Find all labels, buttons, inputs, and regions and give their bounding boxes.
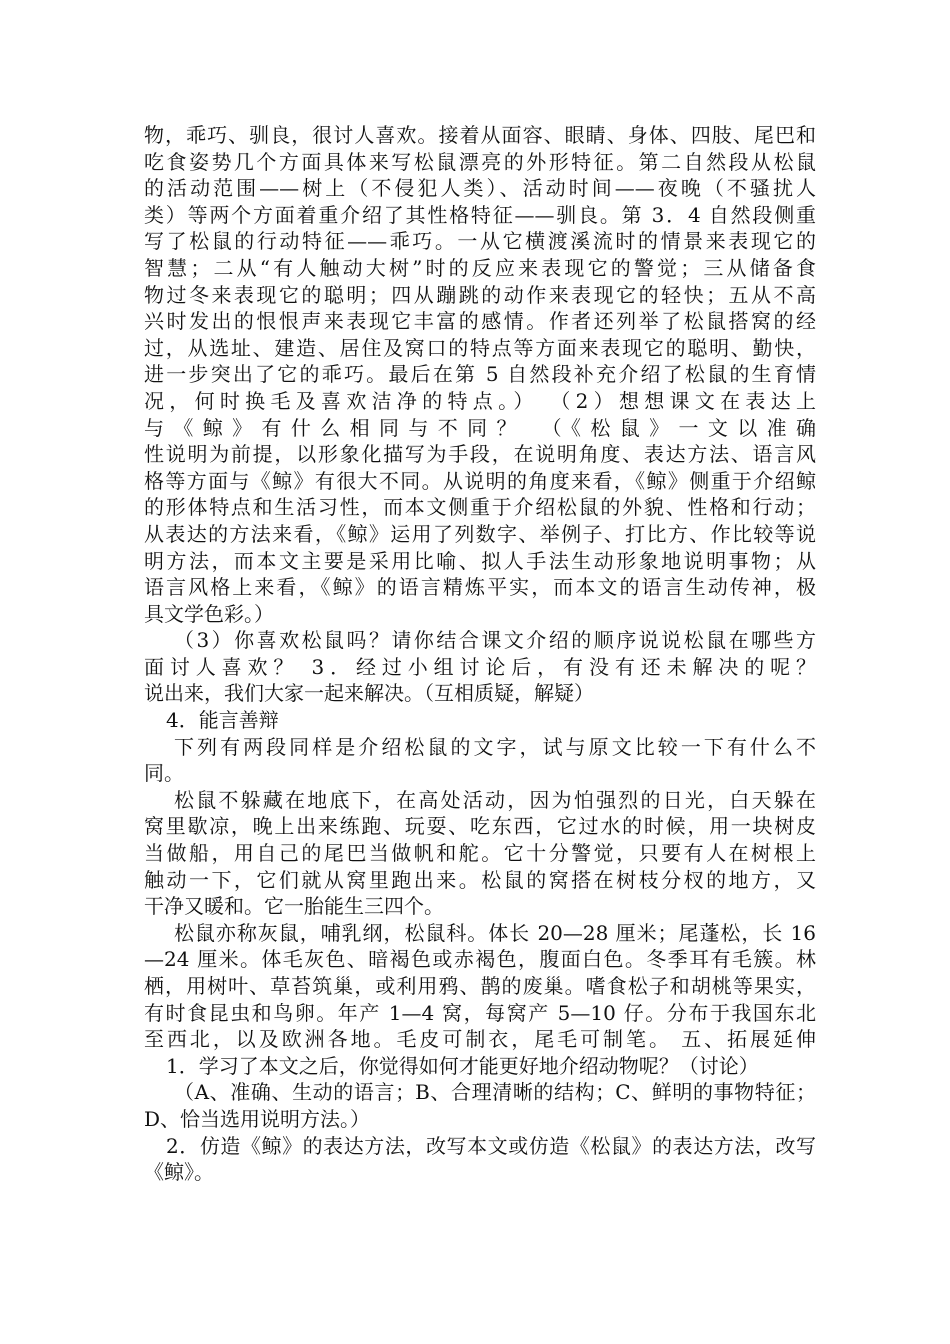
text-line: 明方法，而本文主要是采用比喻、拟人手法生动形象地说明事物；从 <box>144 548 816 573</box>
text-line: 写了松鼠的行动特征——乖巧。一从它横渡溪流时的情景来表现它的 <box>144 229 816 254</box>
text-line: 况，何时换毛及喜欢洁净的特点。） （2）想想课文在表达上 <box>144 388 816 413</box>
text-line: 从表达的方法来看，《鲸》运用了列数字、举例子、打比方、作比较等说 <box>144 521 816 546</box>
text-line: 至西北，以及欧洲各地。毛皮可制衣，尾毛可制笔。 五、拓展延伸 <box>144 1027 816 1052</box>
text-line: 具文学色彩。） <box>144 601 274 626</box>
text-line: 物过冬来表现它的聪明；四从蹦跳的动作来表现它的轻快；五从不高 <box>144 282 816 307</box>
text-line: 类）等两个方面着重介绍了其性格特征——驯良。第 3．4 自然段侧重 <box>144 202 816 227</box>
text-line: —24 厘米。体毛灰色、暗褐色或赤褐色，腹面白色。冬季耳有毛簇。林 <box>144 947 816 972</box>
text-line: 的活动范围——树上（不侵犯人类）、活动时间——夜晚（不骚扰人 <box>144 176 816 201</box>
document-body <box>144 122 816 1186</box>
text-line: 有时食昆虫和鸟卵。年产 1—4 窝，每窝产 5—10 仔。分布于我国东北 <box>144 1000 816 1025</box>
text-line: 栖，用树叶、草苔筑巢，或利用鸦、鹊的废巢。嗜食松子和胡桃等果实， <box>144 974 816 998</box>
text-line: 当做船，用自己的尾巴当做帆和舵。它十分警觉，只要有人在树根上 <box>144 841 816 866</box>
text-line: 性说明为前提，以形象化描写为手段，在说明角度、表达方法、语言风 <box>144 442 816 467</box>
text-line: 物，乖巧、驯良，很讨人喜欢。接着从面容、眼睛、身体、四肢、尾巴和 <box>144 123 816 147</box>
text-line: D、恰当选用说明方法。） <box>144 1106 371 1131</box>
text-line: 智慧；二从“有人触动大树”时的反应来表现它的警觉；三从储备食 <box>144 255 816 280</box>
text-line: 1．学习了本文之后，你觉得如何才能更好地介绍动物呢？（讨论） <box>166 1053 759 1078</box>
text-line: 窝里歇凉，晚上出来练跑、玩耍、吃东西，它过水的时候，用一块树皮 <box>144 814 816 839</box>
text-line: 《鲸》。 <box>144 1160 214 1185</box>
text-line: 进一步突出了它的乖巧。最后在第 5 自然段补充介绍了松鼠的生育情 <box>144 362 816 387</box>
text-line: （3）你喜欢松鼠吗？请你结合课文介绍的顺序说说松鼠在哪些方 <box>174 628 816 653</box>
text-line: （A、准确、生动的语言；B、合理清晰的结构；C、鲜明的事物特征； <box>174 1080 816 1105</box>
text-line: 过，从选址、建造、居住及窝口的特点等方面来表现它的聪明、勤快， <box>144 335 816 360</box>
text-line: 吃食姿势几个方面具体来写松鼠漂亮的外形特征。第二自然段从松鼠 <box>144 149 816 174</box>
text-line: 兴时发出的恨恨声来表现它丰富的感情。作者还列举了松鼠搭窝的经 <box>144 309 816 334</box>
text-line: 松鼠不躲藏在地底下，在高处活动，因为怕强烈的日光，白天躲在 <box>174 787 816 812</box>
text-line: 的形体特点和生活习性，而本文侧重于介绍松鼠的外貌、性格和行动； <box>144 495 816 520</box>
text-line: 语言风格上来看，《鲸》的语言精炼平实，而本文的语言生动传神，极 <box>144 575 816 600</box>
text-line: 松鼠亦称灰鼠，哺乳纲，松鼠科。体长 20—28 厘米；尾蓬松，长 16 <box>174 920 816 945</box>
text-line: 干净又暖和。它一胎能生三四个。 <box>144 894 444 919</box>
text-line: 4．能言善辩 <box>166 708 279 733</box>
text-line: 与《鲸》有什么相同与不同？ （《松鼠》一文以准确 <box>144 415 816 440</box>
text-line: 同。 <box>144 761 184 786</box>
text-line: 下列有两段同样是介绍松鼠的文字，试与原文比较一下有什么不 <box>174 734 816 759</box>
text-line: 格等方面与《鲸》有很大不同。从说明的角度来看，《鲸》侧重于介绍鲸 <box>144 468 816 493</box>
text-line: 触动一下，它们就从窝里跑出来。松鼠的窝搭在树枝分杈的地方，又 <box>144 867 816 892</box>
text-line: 2．仿造《鲸》的表达方法，改写本文或仿造《松鼠》的表达方法，改写 <box>166 1133 816 1158</box>
text-line: 说出来，我们大家一起来解决。（互相质疑，解疑） <box>144 681 594 706</box>
text-line: 面讨人喜欢？ 3．经过小组讨论后，有没有还未解决的呢？ <box>144 654 816 679</box>
